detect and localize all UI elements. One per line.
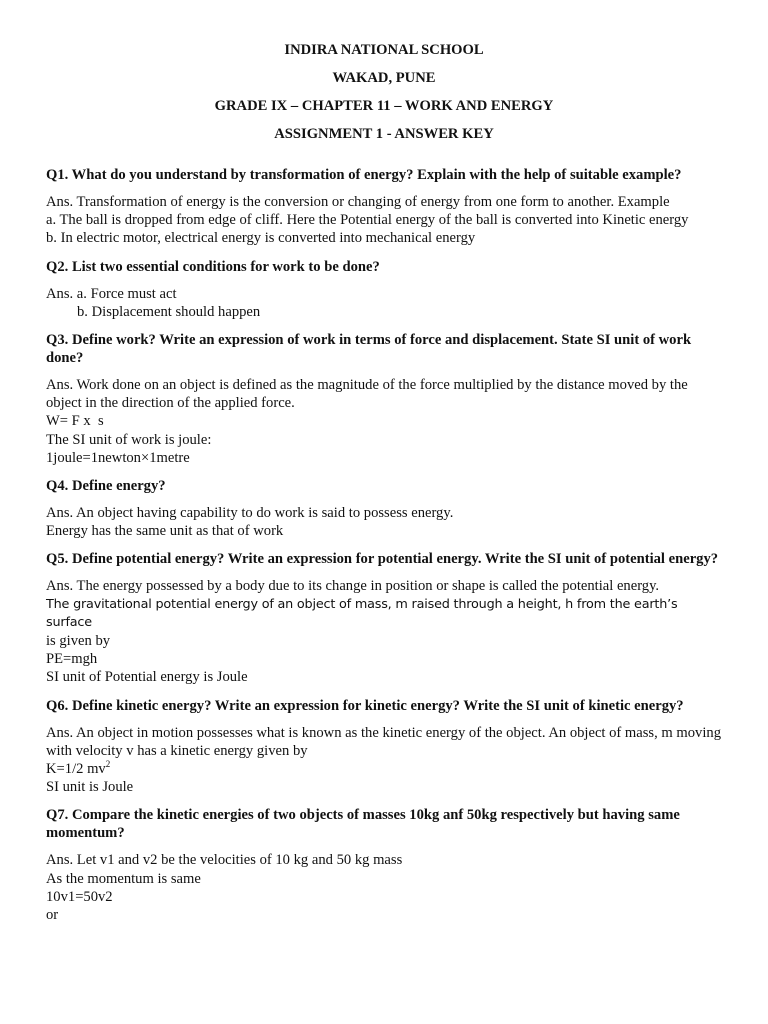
formula-momentum: 10v1=50v2 (46, 888, 113, 905)
question-6: Q6. Define kinetic energy? Write an expression for kinetic energy? Write the SI unit of kinetic energy? (46, 697, 684, 714)
assignment-title: ASSIGNMENT 1 - ANSWER KEY (274, 126, 494, 142)
answer-2 (46, 285, 722, 321)
question-3: Q3. Define work? Write an expression of work in terms of force and displacement. State SI unit of work done? (46, 332, 692, 367)
answer-line: Ans. Work done on an object is defined as the magnitude of the force multiplied by the distance moved by the object in the direction of the applied force. (46, 377, 692, 412)
question-7: Q7. Compare the kinetic energies of two objects of masses 10kg anf 50kg respectively but having same momentum? (46, 807, 680, 842)
answer-6 (46, 724, 725, 797)
answer-line: Ans. Let v1 and v2 be the velocities of 10 kg and 50 kg mass (46, 852, 403, 869)
answer-5 (46, 577, 722, 686)
question-2: Q2. List two essential conditions for work to be done? (46, 258, 380, 275)
answer-line: The SI unit of work is joule: (46, 431, 212, 448)
answer-line: a. The ball is dropped from edge of cliff. Here the Potential energy of the ball is converted into Kinetic energy (46, 212, 689, 229)
formula-text: K=1/2 mv (46, 761, 106, 778)
school-name: INDIRA NATIONAL SCHOOL (284, 42, 484, 58)
question-4: Q4. Define energy? (46, 478, 166, 495)
answer-line: Ans. An object having capability to do work is said to possess energy. (46, 505, 454, 522)
document-body (0, 166, 768, 924)
formula-potential-energy: PE=mgh (46, 651, 98, 668)
answer-line: b. Displacement should happen (77, 303, 261, 320)
question-5: Q5. Define potential energy? Write an expression for potential energy. Write the SI unit of potential energy? (46, 551, 719, 568)
school-location: WAKAD, PUNE (332, 70, 436, 86)
answer-7 (46, 851, 722, 924)
answer-line: As the momentum is same (46, 870, 201, 887)
answer-3 (46, 376, 722, 467)
formula-work: W= F x s (46, 413, 104, 430)
answer-line: is given by (46, 633, 111, 650)
answer-line: Energy has the same unit as that of work (46, 523, 284, 540)
answer-4 (46, 504, 722, 540)
chapter-title: GRADE IX – CHAPTER 11 – WORK AND ENERGY (214, 98, 554, 114)
formula-exponent: 2 (105, 759, 111, 770)
answer-line: SI unit of Potential energy is Joule (46, 669, 248, 686)
answer-line: Ans. An object in motion possesses what is known as the kinetic energy of the object. An object of mass, m moving with velocity v has a kinetic energy given by (46, 724, 725, 759)
answer-line: 1joule=1newton×1metre (46, 449, 190, 466)
formula-kinetic-energy (46, 760, 722, 778)
answer-line: Ans. a. Force must act (46, 285, 177, 302)
answer-line: Ans. Transformation of energy is the conversion or changing of energy from one form to another. Example (46, 194, 670, 210)
document-header (0, 0, 768, 143)
answer-line: or (46, 907, 59, 924)
answer-line: b. In electric motor, electrical energy is converted into mechanical energy (46, 230, 476, 247)
answer-1 (46, 193, 722, 248)
answer-line: Ans. The energy possessed by a body due to its change in position or shape is called the potential energy. (46, 578, 660, 595)
answer-line: SI unit is Joule (46, 779, 134, 796)
answer-line: The gravitational potential energy of an object of mass, m raised through a height, h from the earth’s surface (46, 596, 682, 630)
question-1: Q1. What do you understand by transformation of energy? Explain with the help of suitable example? (46, 167, 682, 183)
